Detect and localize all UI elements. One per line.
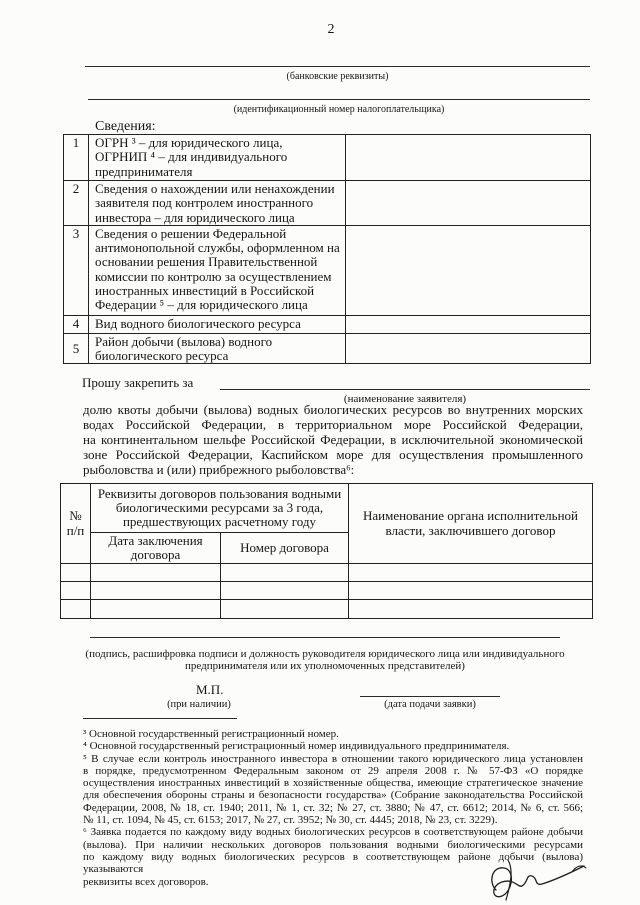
table-row <box>61 564 593 582</box>
footnote-line: для обеспечения обороны страны и безопасности государства» (Собрание законодательства Российской <box>83 789 583 802</box>
row-description <box>89 135 346 181</box>
row-description-line: Район добычи (вылова) водного <box>95 333 273 349</box>
request-paragraph-line: рыболовства и (или) прибрежного рыболовства⁶: <box>83 462 355 477</box>
table-cell <box>221 582 349 600</box>
request-paragraph-line: долю квоты добычи (вылова) водных биологических ресурсов во внутренних морских <box>83 402 583 417</box>
svedeniya-row <box>64 333 591 364</box>
signature-caption <box>60 648 590 672</box>
footnote-separator <box>83 718 237 719</box>
col-number-header <box>221 533 349 564</box>
request-paragraph-line: зоне Российской Федерации, Каспийском море для осуществления промышленного <box>83 447 583 462</box>
col-authority-header <box>349 484 593 564</box>
handwritten-signature <box>478 852 588 902</box>
footnote-3 <box>83 728 583 740</box>
footnote-line: (вылова). При наличии нескольких договоров пользования водными биологическими ресурсами <box>83 838 583 851</box>
row-value-field <box>346 225 591 315</box>
table-cell <box>349 564 593 582</box>
row-description <box>89 181 346 226</box>
row-number: 2 <box>64 181 89 226</box>
row-value-field <box>346 181 591 226</box>
request-paragraph-line: на континентальном шельфе Российской Федерации, в исключительной экономической <box>83 432 583 447</box>
header-line: Наименование органа исполнительной <box>362 508 578 524</box>
footnote-line: ⁵ В случае если контроль иностранного инвестора в отношении такого юридического лица установлен <box>83 752 583 765</box>
svedeniya-row <box>64 135 591 181</box>
header-line: п/п <box>66 522 85 538</box>
bank-details-line <box>85 66 590 67</box>
header-line: Дата заключения <box>108 532 203 548</box>
signature-caption-line: (подпись, расшифровка подписи и должность руководителя юридического лица или индивидуального <box>85 648 565 660</box>
row-description-line: инвестора – для юридического лица <box>95 209 295 225</box>
row-description <box>89 225 346 315</box>
row-description-line: ОГРНИП ⁴ – для индивидуального <box>95 149 288 165</box>
row-description-line: Федерации ⁵ – для юридического лица <box>95 297 308 313</box>
footnote-5 <box>83 753 583 827</box>
table-cell <box>61 582 91 600</box>
table-cell <box>221 600 349 619</box>
svedeniya-heading: Сведения: <box>95 119 156 134</box>
request-paragraph-line: водах Российской Федерации, в территориальном море Российской Федерации, <box>83 417 583 432</box>
row-number: 3 <box>64 225 89 315</box>
request-paragraph <box>83 402 583 477</box>
table-row <box>61 600 593 619</box>
row-description-line: антимонопольной службы, оформленном на <box>95 240 340 256</box>
col-num-header <box>61 484 91 564</box>
contracts-header-row <box>61 484 593 533</box>
date-caption: (дата подачи заявки) <box>384 699 476 710</box>
footnote-line: по каждому виду водных биологических ресурсов в соответствующем районе добычи (вылова) указываются <box>83 850 583 876</box>
request-label: Прошу закрепить за <box>82 375 194 390</box>
signature-line <box>90 637 560 638</box>
row-number: 4 <box>64 315 89 333</box>
signature-caption-line: предпринимателя или их уполномоченных представителей) <box>185 660 465 672</box>
row-description <box>89 315 346 333</box>
row-description-line: Вид водного биологического ресурса <box>95 315 301 331</box>
svedeniya-row <box>64 225 591 315</box>
footnote-4 <box>83 740 583 752</box>
row-value-field <box>346 135 591 181</box>
row-value-field <box>346 333 591 364</box>
table-cell <box>349 582 593 600</box>
header-line: Номер договора <box>240 539 329 555</box>
applicant-caption: (наименование заявителя) <box>343 393 467 405</box>
header-line: Реквизиты договоров пользования водными <box>97 485 342 501</box>
row-number: 1 <box>64 135 89 181</box>
footnote-line: ³ Основной государственный регистрационный номер. <box>83 728 339 740</box>
header-line: предшествующих расчетному году <box>122 514 317 530</box>
stamp-note: (при наличии) <box>167 699 231 710</box>
table-row <box>61 582 593 600</box>
row-description-line: заявителя под контролем иностранного <box>95 195 314 211</box>
header-line: № <box>69 508 82 524</box>
page-number: 2 <box>327 22 335 37</box>
footnote-line: Федерации, 2008, № 18, ст. 1940; 2011, № 1, ст. 32; № 27, ст. 3880; № 47, ст. 6612; 2014, № 6, ст. 566; <box>83 801 583 814</box>
svedeniya-table <box>63 134 591 364</box>
table-cell <box>349 600 593 619</box>
applicant-name-line <box>220 389 590 390</box>
footnote-line: в порядке, предусмотренном Федеральным законом от 29 апреля 2008 г. № 57-ФЗ «О порядке <box>83 764 583 777</box>
contracts-table <box>60 483 593 619</box>
date-line <box>360 696 500 697</box>
stamp-label: М.П. <box>196 682 224 697</box>
svedeniya-row <box>64 315 591 333</box>
row-description-line: комиссии по контролю за осуществлением <box>95 268 332 284</box>
col-date-header <box>91 533 221 564</box>
footnote-line: ⁶ Заявка подается по каждому виду водных биологических ресурсов в соответствующем районе добычи <box>83 826 583 839</box>
row-number: 5 <box>64 333 89 364</box>
row-description <box>89 333 346 364</box>
row-description-line: Сведения о нахождении или ненахождении <box>95 181 335 196</box>
header-line: договора <box>130 547 181 562</box>
row-description-line: Сведения о решении Федеральной <box>95 225 287 241</box>
footnote-line: ⁴ Основной государственный регистрационный номер индивидуального предпринимателя. <box>83 740 510 753</box>
inn-caption: (идентификационный номер налогоплательщика) <box>233 104 445 115</box>
bank-details-caption: (банковские реквизиты) <box>286 71 389 82</box>
col-details-header <box>91 484 349 533</box>
row-description-line: предпринимателя <box>95 163 193 179</box>
table-cell <box>221 564 349 582</box>
row-description-line: ОГРН ³ – для юридического лица, <box>95 135 283 150</box>
row-description-line: основании решения Правительственной <box>95 254 318 270</box>
row-value-field <box>346 315 591 333</box>
footnote-line: реквизиты всех договоров. <box>83 875 209 888</box>
table-cell <box>91 564 221 582</box>
svedeniya-row <box>64 181 591 226</box>
inn-line <box>88 99 590 100</box>
footnote-line: № 11, ст. 1094, № 45, ст. 6153; 2017, № 27, ст. 3952; № 30, ст. 4445; 2018, № 23, ст. 3229). <box>83 814 498 827</box>
table-cell <box>91 582 221 600</box>
table-cell <box>61 600 91 619</box>
header-line: биологическими ресурсами за 3 года, <box>115 499 324 515</box>
footnote-line: осуществления иностранных инвестиций в хозяйственные общества, имеющие стратегическое значение <box>83 777 583 790</box>
row-description-line: иностранных инвестиций в Российской <box>95 283 315 299</box>
table-cell <box>91 600 221 619</box>
row-description-line: биологического ресурса <box>95 348 229 364</box>
table-cell <box>61 564 91 582</box>
header-line: власти, заключившего договор <box>385 522 556 538</box>
